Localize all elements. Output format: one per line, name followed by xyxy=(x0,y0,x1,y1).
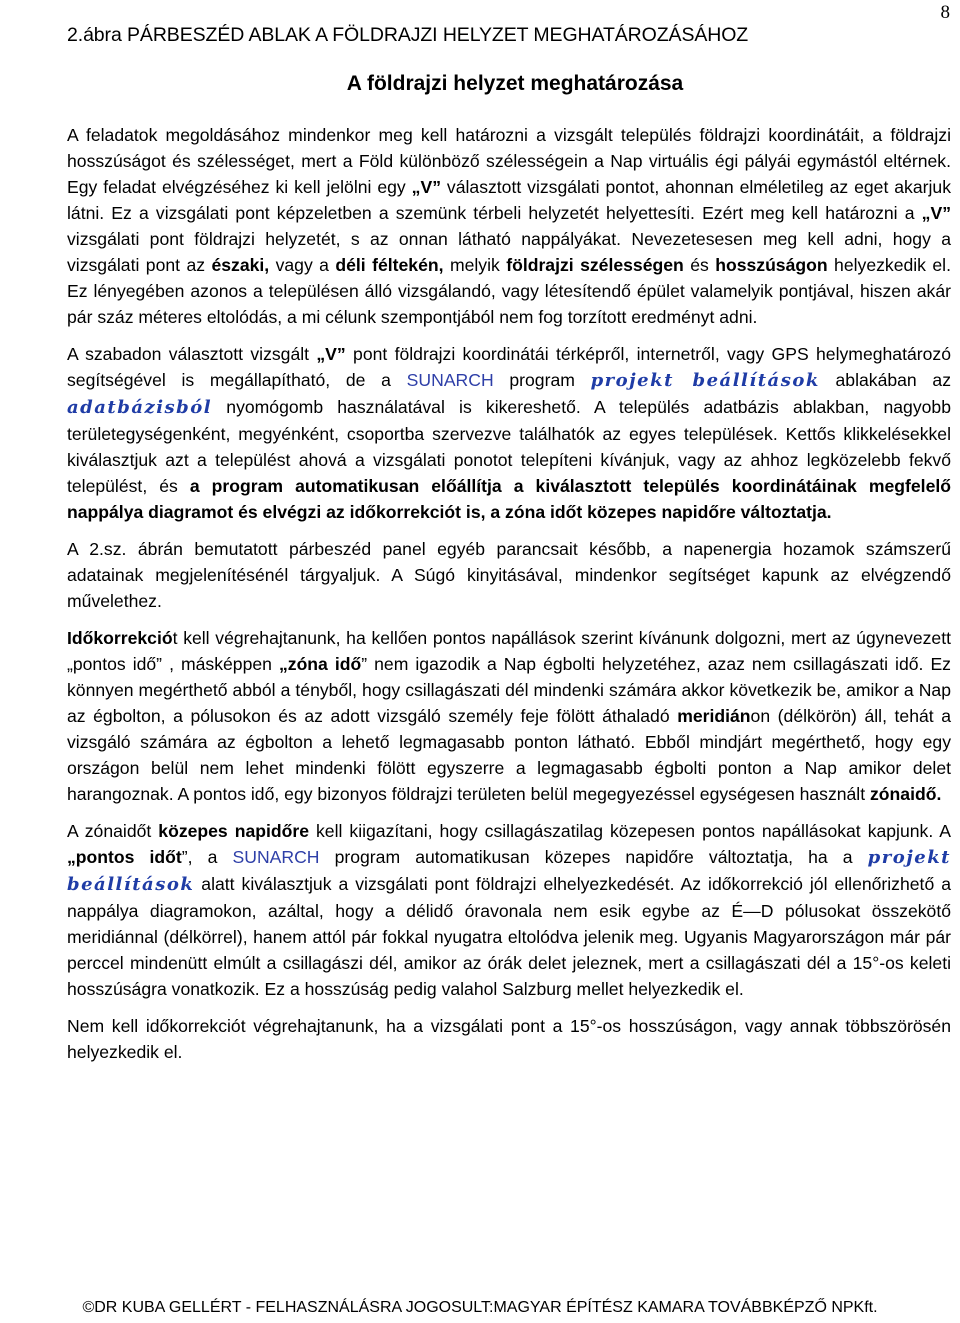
projekt-beallitasok-label: projekt beállítások xyxy=(67,847,951,895)
adatbazisbol-label: adatbázisból xyxy=(67,397,213,418)
sunarch-name: SUNARCH xyxy=(406,370,494,390)
copyright-footer: ©DR KUBA GELLÉRT - FELHASZNÁLÁSRA JOGOSULT:MAGYAR ÉPÍTÉSZ KAMARA TOVÁBBKÉPZŐ NPKft. xyxy=(82,1299,878,1316)
section-title: A földrajzi helyzet meghatározása xyxy=(346,72,684,95)
text: melyik xyxy=(443,255,507,275)
text: A feladatok megoldásához mindenkor meg kell határozni a vizsgált település földrajzi koordinátáit, a földrajzi hosszúságot és szélességet, mert a Föld különböző szélességein a Nap virtuális égi pályái egymástól eltérnek. Egy feladat elvégzéséhez ki kell jelölni egy xyxy=(67,125,951,197)
bold-text: meridián xyxy=(677,706,751,726)
text: on (délkörön) áll, tehát a vizsgáló számára az égbolton a lehető legmagasabb ponton látható. Ebből mindjárt megérthető, hogy egy országon belül nem lehet mindenki fölött egyszerre a legmagasabb égbolti ponton a Nap amikor delet harangoznak. A pontos idő, egy bizonyos földrajzi területen belül megegyezéssel egységesen használt xyxy=(67,706,952,804)
bold-text: zónaidő. xyxy=(870,784,942,804)
text: t kell végrehajtanunk, ha kellően pontos napállások szerint kívánunk dolgozni, mert az úgynevezett „pontos idő” , másképpen xyxy=(67,628,951,674)
text: A zónaidőt xyxy=(67,821,159,841)
text: helyezkedik el. Ez lényegében azonos a településen álló vizsgálandó, vagy létesítendő épület valamelyik pontjával, hiszen akár pár száz méteres eltolódás, a mi célunk szempontjából nem fog torzított eredményt adni. xyxy=(67,255,951,327)
bold-text: földrajzi szélességen xyxy=(506,255,684,275)
text: és xyxy=(683,255,716,275)
body-text xyxy=(67,122,951,1065)
v-point-label: „V” xyxy=(411,177,441,197)
paragraph-5 xyxy=(67,818,951,1002)
bold-text: „zóna idő xyxy=(278,654,362,674)
paragraph-6: Nem kell időkorrekciót végrehajtanunk, ha a vizsgálati pont a 15°-os hosszúságon, vagy annak többszörösén helyezkedik el. xyxy=(67,1016,951,1062)
bold-text: északi, xyxy=(211,255,270,275)
bold-text: közepes napidőre xyxy=(158,821,309,841)
bold-text: a program automatikusan előállítja a kiválasztott település koordinátáinak megfelelő nappálya diagramot és elvégzi az időkorrekciót is, a zóna időt közepes napidőre változtatja. xyxy=(67,476,951,522)
page-number: 8 xyxy=(940,2,950,23)
text: ” nem igazodik a Nap égbolti helyzetéhez, azaz nem csillagászati idő. Ez könnyen megérthető abból a tényből, hogy csillagászati dél mindenki számára akkor következik be, amikor a Nap az égbolton, a pólusokon és az adott vizsgáló személy feje fölött áthaladó xyxy=(67,654,951,726)
text: kell kiigazítani, hogy csillagászatilag közepesen pontos napállásokat kapjunk. A xyxy=(309,821,951,841)
projekt-beallitasok-label: projekt beállítások xyxy=(590,370,820,391)
text: ablakában az xyxy=(819,370,951,390)
bold-text: déli féltekén, xyxy=(335,255,444,275)
text: pont földrajzi koordinátái térképről, internetről, vagy GPS helymeghatározó segítségével is megállapítható, de a xyxy=(67,344,951,390)
v-point-label: „V” xyxy=(921,203,951,223)
bold-text: „pontos időt xyxy=(67,847,182,867)
text: alatt kiválasztjuk a vizsgálati pont földrajzi elhelyezkedését. Az időkorrekció jól ellenőrizhető a nappálya diagramokon, azáltal, hogy a délidő óravonala nem esik egybe az É—D pólusokat összekötő meridiánnal (délkörrel), hanem attól pár fokkal nyugatra eltolódva jelenik meg. Ugyanis Magyarországon már pár perccel mindenütt elmúlt a csillagászi dél, amikor az órák delet jeleznek, mert a csillagászati dél a 15°-os keleti hosszúságra vonatkozik. Ez a hosszúság pedig valahol Salzburg mellet helyezkedik el. xyxy=(67,874,951,999)
bold-text: Időkorrekció xyxy=(67,628,173,648)
v-point-label: „V” xyxy=(316,344,346,364)
text: választott vizsgálati pontot, ahonnan elméletileg az eget akarjuk látni. Ez a vizsgálati pont képzeletben a szemünk térbeli helyzetét helyettesíti. Ezért meg kell határozni a xyxy=(67,177,951,223)
text: nyomógomb használatával is kikereshető. A település adatbázis ablakban, nagyobb területegységenként, megyénként, csoportba szervezve találhatók az egyes települések. Kettős klikkelésekkel kiválasztjuk azt a települést ahová a vizsgálati ponotot telepíteni kívánjuk, vagy az ahhoz legközelebb fekvő települést, és xyxy=(67,397,951,496)
paragraph-2 xyxy=(67,341,951,525)
bold-text: hosszúságon xyxy=(715,255,828,275)
text: A szabadon választott vizsgált xyxy=(67,344,317,364)
text: ”, a xyxy=(181,847,233,867)
sunarch-name: SUNARCH xyxy=(232,847,320,867)
paragraph-4 xyxy=(67,625,951,807)
text: vagy a xyxy=(269,255,336,275)
paragraph-3: A 2.sz. ábrán bemutatott párbeszéd panel egyéb parancsait később, a napenergia hozamok számszerű adatainak megjelenítésénél tárgyaljuk. A Súgó kinyitásával, mindenkor segítséget kapunk az elvégzendő művelethez. xyxy=(67,539,951,611)
text: program automatikusan közepes napidőre változtatja, ha a xyxy=(319,847,868,867)
text: program xyxy=(493,370,591,390)
text: vizsgálati pont földrajzi helyzetét, s az onnan látható nappályákat. Nevezetesesen meg kell adni, hogy a vizsgálati pont az xyxy=(67,229,951,275)
paragraph-1 xyxy=(67,122,951,330)
figure-heading: 2.ábra PÁRBESZÉD ABLAK A FÖLDRAJZI HELYZET MEGHATÁROZÁSÁHOZ xyxy=(67,24,749,46)
